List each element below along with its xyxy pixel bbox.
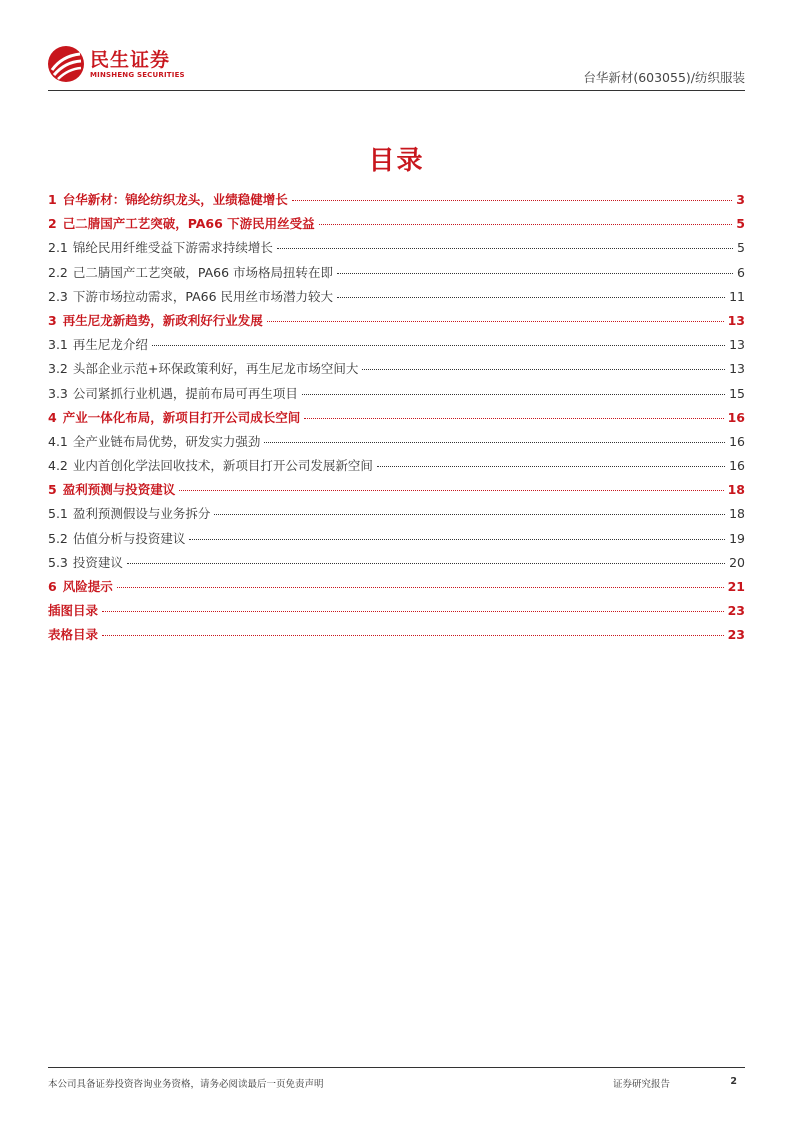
toc-entry-number: 2.3: [48, 288, 68, 304]
company-stock-info: 台华新材(603055)/纺织服装: [583, 70, 745, 85]
footer-disclaimer: 本公司具备证券投资咨询业务资格，请务必阅读最后一页免责声明: [48, 1079, 324, 1090]
toc-entry-title: 台华新材：锦纶纺织龙头，业绩稳健增长: [62, 192, 288, 207]
toc-dot-leader: [264, 442, 725, 443]
toc-entry-page: 19: [729, 530, 745, 546]
toc-entry-title: 风险提示: [62, 579, 113, 594]
toc-entry-number: 5.3: [48, 554, 68, 570]
toc-entry-page: 18: [729, 506, 745, 522]
toc-entry[interactable]: [48, 188, 745, 212]
toc-entry[interactable]: [48, 261, 745, 285]
toc-dot-leader: [102, 611, 724, 612]
toc-dot-leader: [152, 345, 725, 346]
toc-entry-page: 11: [729, 288, 745, 304]
toc-entry-number: 3.3: [48, 385, 68, 401]
toc-entry[interactable]: [48, 430, 745, 454]
toc-entry-number: 5: [48, 482, 57, 498]
toc-entry-title: 下游市场拉动需求，PA66 民用丝市场潜力较大: [72, 288, 334, 304]
toc-entry-title: 头部企业示范+环保政策利好，再生尼龙市场空间大: [72, 361, 359, 377]
toc-entry-number: 2.1: [48, 240, 68, 256]
toc-dot-leader: [362, 369, 725, 370]
toc-dot-leader: [337, 297, 725, 298]
toc-entry-number: 3: [48, 312, 57, 328]
toc-entry[interactable]: [48, 527, 745, 551]
toc-entry-title: 插图目录: [48, 603, 99, 619]
toc-entry-number: 2.2: [48, 264, 68, 280]
toc-entry-page: 16: [727, 409, 745, 425]
toc-entry-title: 己二腈国产工艺突破，PA66 市场格局扭转在即: [72, 264, 334, 280]
toc-entry-number: 6: [48, 579, 57, 594]
toc-dot-leader: [377, 466, 725, 467]
toc-entry[interactable]: [48, 575, 745, 599]
toc-entry[interactable]: [48, 623, 745, 647]
toc-entry[interactable]: [48, 502, 745, 526]
toc-entry-number: 3.1: [48, 337, 68, 353]
page-header: [48, 40, 745, 91]
toc-entry-number: 5.2: [48, 530, 68, 546]
toc-entry-page: 13: [727, 312, 745, 328]
toc-dot-leader: [214, 514, 725, 515]
toc-entry-page: 16: [729, 458, 745, 474]
toc-entry-page: 18: [727, 482, 745, 498]
toc-entry[interactable]: [48, 333, 745, 357]
toc-entry[interactable]: [48, 551, 745, 575]
toc-entry[interactable]: [48, 236, 745, 260]
toc-entry-title: 盈利预测假设与业务拆分: [72, 506, 211, 522]
toc-entry[interactable]: [48, 382, 745, 406]
toc-entry-number: 5.1: [48, 506, 68, 522]
toc-entry-number: 4.1: [48, 433, 68, 449]
toc-entry-page: 6: [737, 264, 745, 280]
toc-entry-page: 23: [727, 627, 745, 643]
toc-entry[interactable]: [48, 478, 745, 502]
toc-entry-page: 16: [729, 433, 745, 449]
toc-dot-leader: [304, 418, 723, 419]
toc-entry-number: 3.2: [48, 361, 68, 377]
page-footer: [48, 1067, 745, 1092]
toc-entry[interactable]: [48, 454, 745, 478]
toc-entry-title: 投资建议: [72, 554, 123, 570]
toc-entry[interactable]: [48, 309, 745, 333]
toc-dot-leader: [267, 321, 724, 322]
table-of-contents: [48, 188, 745, 648]
toc-entry[interactable]: [48, 599, 745, 623]
toc-entry[interactable]: [48, 357, 745, 381]
logo-english-name: MINSHENG SECURITIES: [90, 70, 185, 79]
toc-entry-number: 1: [48, 192, 57, 207]
toc-entry-number: 2: [48, 216, 57, 232]
toc-entry-title: 表格目录: [48, 627, 99, 643]
toc-dot-leader: [277, 248, 733, 249]
toc-dot-leader: [189, 539, 725, 540]
toc-entry[interactable]: [48, 212, 745, 236]
toc-entry-title: 盈利预测与投资建议: [62, 482, 176, 498]
toc-entry-title: 公司紧抓行业机遇，提前布局可再生项目: [72, 385, 298, 401]
toc-dot-leader: [302, 394, 725, 395]
toc-entry-number: 4.2: [48, 458, 68, 474]
toc-entry-page: 5: [737, 240, 745, 256]
toc-dot-leader: [179, 490, 723, 491]
toc-entry-page: 15: [729, 385, 745, 401]
toc-entry-page: 3: [736, 192, 745, 207]
logo-chinese-name: 民生证券: [90, 48, 171, 71]
toc-title: 目录: [368, 146, 425, 176]
toc-entry-title: 己二腈国产工艺突破，PA66 下游民用丝受益: [62, 216, 315, 232]
toc-entry-page: 21: [727, 579, 745, 594]
toc-entry-title: 锦纶民用纤维受益下游需求持续增长: [72, 240, 273, 256]
toc-entry-page: 5: [736, 216, 745, 232]
toc-dot-leader: [117, 587, 724, 588]
toc-entry-page: 23: [727, 603, 745, 619]
toc-entry-title: 业内首创化学法回收技术，新项目打开公司发展新空间: [72, 458, 373, 474]
toc-dot-leader: [337, 273, 733, 274]
toc-dot-leader: [127, 563, 725, 564]
footer-page-number: 2: [730, 1076, 737, 1087]
minsheng-logo-icon: [48, 46, 84, 82]
toc-entry-title: 再生尼龙新趋势，新政利好行业发展: [62, 312, 263, 328]
toc-entry-number: 4: [48, 409, 57, 425]
toc-entry-title: 全产业链布局优势，研发实力强劲: [72, 433, 261, 449]
company-logo: [48, 46, 185, 82]
toc-dot-leader: [102, 635, 724, 636]
toc-entry-title: 产业一体化布局，新项目打开公司成长空间: [62, 409, 301, 425]
toc-entry-page: 13: [729, 361, 745, 377]
footer-report-type: 证券研究报告: [613, 1079, 671, 1090]
toc-entry[interactable]: [48, 285, 745, 309]
toc-entry-title: 估值分析与投资建议: [72, 530, 186, 546]
toc-dot-leader: [319, 224, 733, 225]
toc-dot-leader: [292, 200, 733, 201]
toc-entry[interactable]: [48, 406, 745, 430]
toc-entry-title: 再生尼龙介绍: [72, 337, 148, 353]
toc-entry-page: 20: [729, 554, 745, 570]
toc-entry-page: 13: [729, 337, 745, 353]
